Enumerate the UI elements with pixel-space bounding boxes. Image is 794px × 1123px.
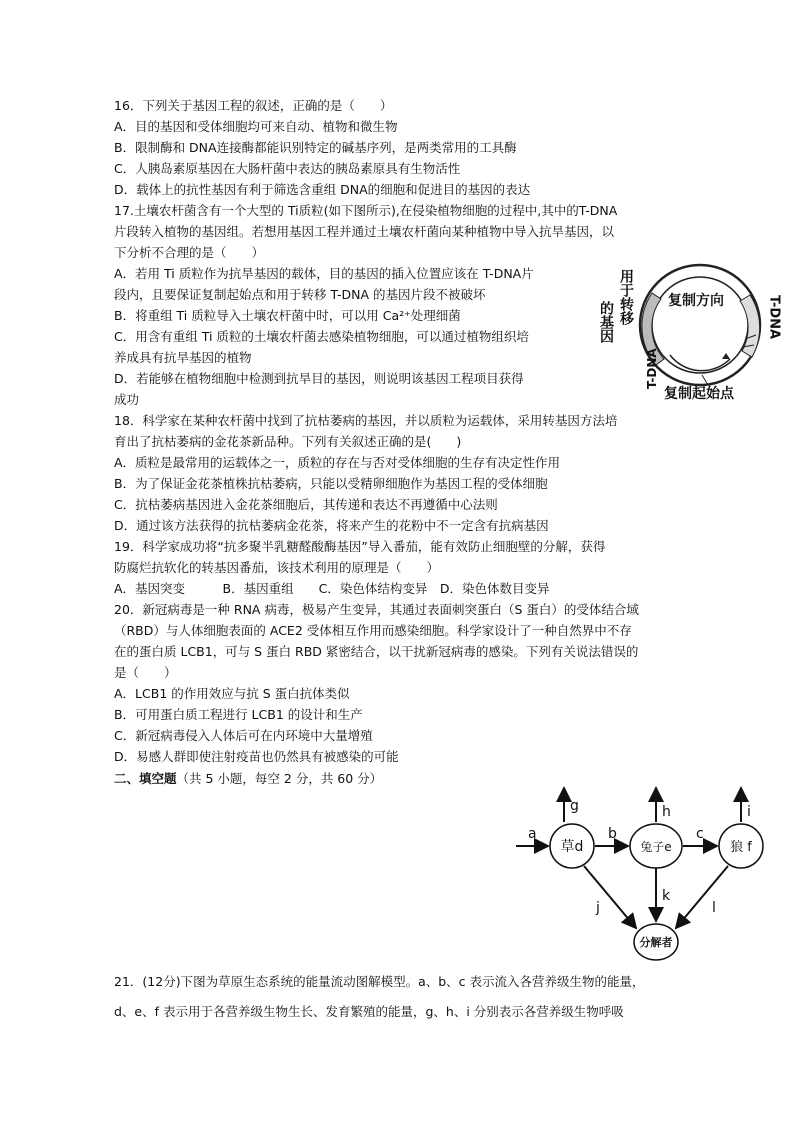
ti-plasmid-figure bbox=[590, 255, 790, 403]
plasmid-inner-ring bbox=[652, 277, 748, 373]
q17-stem-line1: 17.土壤农杆菌含有一个大型的 Ti质粒(如下图所示),在侵染植物细胞的过程中,其中的T-DNA bbox=[114, 203, 618, 218]
label-transfer-genes-col1: 用于转移 bbox=[618, 269, 634, 325]
q18-option-b: B．为了保证金花茶植株抗枯萎病，只能以受精卵细胞作为基因工程的受体细胞 bbox=[114, 476, 548, 491]
energy-flow-diagram bbox=[512, 780, 782, 965]
label-tdna-vertical: T-DNA bbox=[645, 348, 659, 389]
q17-option-c-line1: C．用含有重组 Ti 质粒的土壤农杆菌去感染植物细胞，可以通过植物组织培 bbox=[114, 329, 529, 344]
section-2-note: （共 5 小题，每空 2 分，共 60 分） bbox=[176, 771, 383, 786]
q17-option-d-line1: D．若能够在植物细胞中检测到抗旱目的基因，则说明该基因工程项目获得 bbox=[114, 371, 524, 386]
q20-stem-line4: 是（ ） bbox=[114, 665, 177, 680]
q16-option-d: D．载体上的抗性基因有利于筛选含重组 DNA的细胞和促进目的基因的表达 bbox=[114, 182, 531, 197]
q20-stem-line3: 在的蛋白质 LCB1，可与 S 蛋白 RBD 紧密结合，以干扰新冠病毒的感染。下列有关说法错误的 bbox=[114, 644, 639, 659]
label-c: c bbox=[696, 826, 704, 842]
arrow-l bbox=[676, 866, 728, 928]
q20-stem-line1: 20．新冠病毒是一种 RNA 病毒，极易产生变异，其通过表面刺突蛋白（S 蛋白）的受体结合域 bbox=[114, 602, 639, 617]
q18-stem-line1: 18．科学家在某种农杆菌中找到了抗枯萎病的基因，并以质粒为运载体，采用转基因方法培 bbox=[114, 413, 618, 428]
label-transfer-genes-col2: 的基因 bbox=[598, 301, 614, 343]
q19-options: A．基因突变 B．基因重组 C．染色体结构变异 D．染色体数目变异 bbox=[114, 581, 550, 596]
label-b: b bbox=[608, 826, 617, 842]
q20-option-a: A．LCB1 的作用效应与抗 S 蛋白抗体类似 bbox=[114, 686, 350, 701]
q18-option-a: A．质粒是最常用的运载体之一，质粒的存在与否对受体细胞的生存有决定性作用 bbox=[114, 455, 561, 470]
label-l: l bbox=[712, 900, 716, 916]
label-a: a bbox=[528, 826, 537, 842]
q20-option-b: B．可用蛋白质工程进行 LCB1 的设计和生产 bbox=[114, 707, 363, 722]
q20-option-c: C．新冠病毒侵入人体后可在内环境中大量增殖 bbox=[114, 728, 373, 743]
label-h: h bbox=[662, 804, 671, 820]
node-decomposer-label: 分解者 bbox=[639, 936, 673, 949]
q17-stem-line2: 片段转入植物的基因组。若想用基因工程并通过土壤农杆菌向某种植物中导入抗旱基因，以 bbox=[114, 224, 615, 239]
node-wolf-label: 狼 f bbox=[730, 840, 752, 855]
node-rabbit-label: 兔子e bbox=[640, 840, 672, 854]
q18-stem-line2: 育出了抗枯萎病的金花茶新品种。下列有关叙述正确的是( ) bbox=[114, 434, 462, 449]
q19-stem-line1: 19．科学家成功将“抗多聚半乳糖醛酸酶基因”导入番茄，能有效防止细胞壁的分解，获得 bbox=[114, 539, 606, 554]
q18-option-d: D．通过该方法获得的抗枯萎病金花茶，将来产生的花粉中不一定含有抗病基因 bbox=[114, 518, 549, 533]
section-2-heading bbox=[114, 771, 382, 787]
q16-stem: 16．下列关于基因工程的叙述，正确的是（ ） bbox=[114, 98, 393, 113]
origin-pointer bbox=[702, 375, 708, 385]
q17-stem-line3: 下分析不合理的是（ ） bbox=[114, 245, 265, 260]
q16-option-b: B．限制酶和 DNA连接酶都能识别特定的碱基序列，是两类常用的工具酶 bbox=[114, 140, 517, 155]
label-g: g bbox=[570, 798, 579, 814]
label-k: k bbox=[662, 888, 671, 904]
q20-option-d: D．易感人群即使注射疫苗也仍然具有被感染的可能 bbox=[114, 749, 399, 764]
label-replication-origin: 复制起始点 bbox=[664, 386, 734, 402]
section-2-title: 二、填空题 bbox=[114, 771, 177, 786]
q17-option-c-line2: 养成具有抗旱基因的植物 bbox=[114, 350, 252, 365]
q19-stem-line2: 防腐烂抗软化的转基因番茄，该技术利用的原理是（ ） bbox=[114, 560, 440, 575]
q17-option-d-line2: 成功 bbox=[114, 392, 140, 407]
q17-option-a-line1: A．若用 Ti 质粒作为抗旱基因的载体，目的基因的插入位置应该在 T-DNA片 bbox=[114, 266, 534, 281]
label-tdna-right: T-DNA bbox=[766, 295, 782, 340]
label-i: i bbox=[747, 804, 751, 820]
q18-option-c: C．抗枯萎病基因进入金花茶细胞后，其传递和表达不再遵循中心法则 bbox=[114, 497, 498, 512]
q16-option-c: C．人胰岛素原基因在大肠杆菌中表达的胰岛素原具有生物活性 bbox=[114, 161, 461, 176]
q16-option-a: A．目的基因和受体细胞均可来自动、植物和微生物 bbox=[114, 119, 398, 134]
q17-option-b: B．将重组 Ti 质粒导入土壤农杆菌中时，可以用 Ca²⁺处理细菌 bbox=[114, 308, 461, 323]
q17-option-a-line2: 段内，且要保证复制起始点和用于转移 T-DNA 的基因片段不被破坏 bbox=[114, 287, 486, 302]
q21-line1: 21．(12分)下图为草原生态系统的能量流动图解模型。a、b、c 表示流入各营养级生物的能量， bbox=[114, 974, 645, 989]
q20-stem-line2: （RBD）与人体细胞表面的 ACE2 受体相互作用而感染细胞。科学家设计了一种自然界中不存 bbox=[114, 623, 632, 638]
label-replication-direction: 复制方向 bbox=[668, 293, 724, 309]
node-grass-label: 草d bbox=[560, 839, 584, 855]
label-j: j bbox=[596, 900, 600, 916]
arrow-j bbox=[584, 866, 636, 928]
q21-line2: d、e、f 表示用于各营养级生物生长、发育繁殖的能量，g、h、i 分别表示各营养级生物呼吸 bbox=[114, 1004, 624, 1019]
